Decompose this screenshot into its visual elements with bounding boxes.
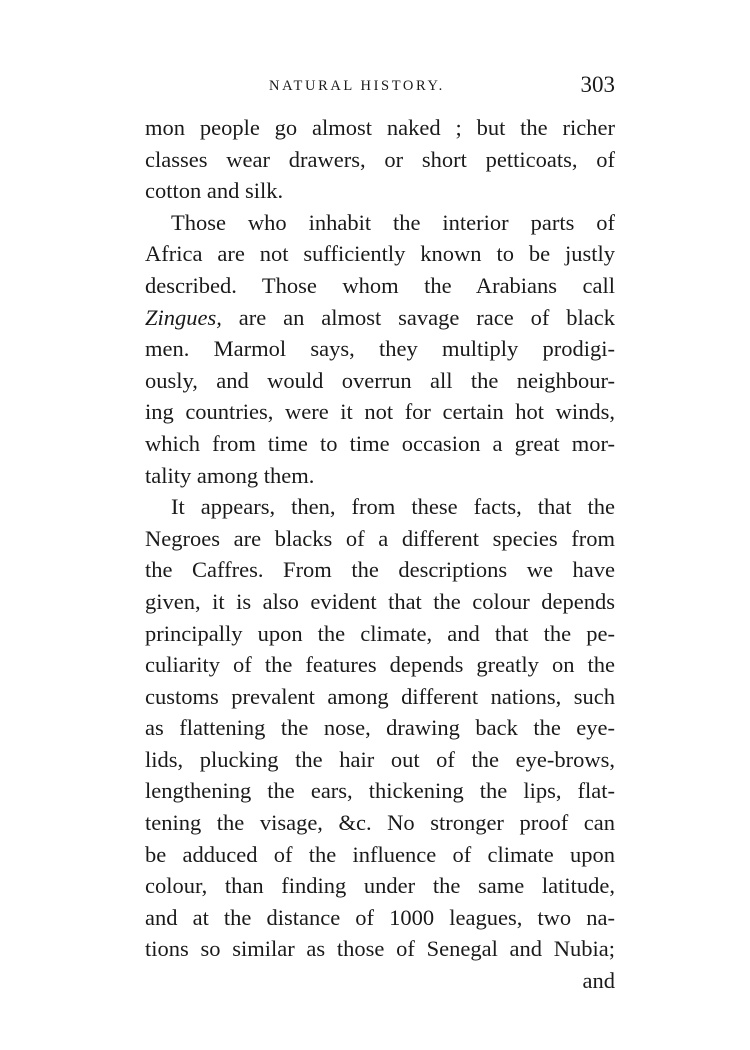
text-line: It appears, then, from these facts, that the xyxy=(171,494,615,520)
text-line: the Caffres. From the descriptions we have xyxy=(145,557,615,583)
text-line: tening the visage, &c. No stronger proof can xyxy=(145,810,615,836)
text-line: lengthening the ears, thickening the lips, flat- xyxy=(145,778,615,804)
text-line: described. Those whom the Arabians call xyxy=(145,272,615,298)
text-line: tions so similar as those of Senegal and Nubia; xyxy=(145,936,615,962)
text-line: culiarity of the features depends greatly on the xyxy=(145,652,615,678)
page-header xyxy=(145,72,615,102)
text-line: ously, and would overrun all the neighbour- xyxy=(145,367,615,393)
text-line: lids, plucking the hair out of the eye-brows, xyxy=(145,746,615,772)
italic-term: Zingues, xyxy=(145,304,222,330)
text-line: customs prevalent among different nations, such xyxy=(145,683,615,709)
text-line-zingues xyxy=(145,302,615,334)
text-fragment: are an almost savage race of black xyxy=(221,304,615,330)
text-line: principally upon the climate, and that the pe- xyxy=(145,620,615,646)
text-line: given, it is also evident that the colour depends xyxy=(145,588,615,614)
running-head: NATURAL HISTORY. xyxy=(269,78,445,94)
text-line: tality among them. xyxy=(145,462,315,488)
text-line: colour, than finding under the same latitude, xyxy=(145,873,615,899)
text-line: Those who inhabit the interior parts of xyxy=(171,209,615,235)
text-line: classes wear drawers, or short petticoats, of xyxy=(145,146,615,172)
text-line: and at the distance of 1000 leagues, two na- xyxy=(145,904,615,930)
text-line: ing countries, were it not for certain hot winds, xyxy=(145,399,615,425)
text-line: be adduced of the influence of climate upon xyxy=(145,841,615,867)
text-line: men. Marmol says, they multiply prodigi- xyxy=(145,336,615,362)
text-line: cotton and silk. xyxy=(145,178,284,204)
text-line: as flattening the nose, drawing back the eye- xyxy=(145,715,615,741)
catchword: and xyxy=(582,968,615,994)
page-number: 303 xyxy=(580,72,615,97)
body-text xyxy=(145,112,615,997)
text-line: which from time to time occasion a great mor- xyxy=(145,430,615,456)
text-line: Africa are not sufficiently known to be justly xyxy=(145,241,615,267)
text-line: mon people go almost naked ; but the richer xyxy=(145,115,615,140)
text-line: Negroes are blacks of a different species from xyxy=(145,525,615,551)
